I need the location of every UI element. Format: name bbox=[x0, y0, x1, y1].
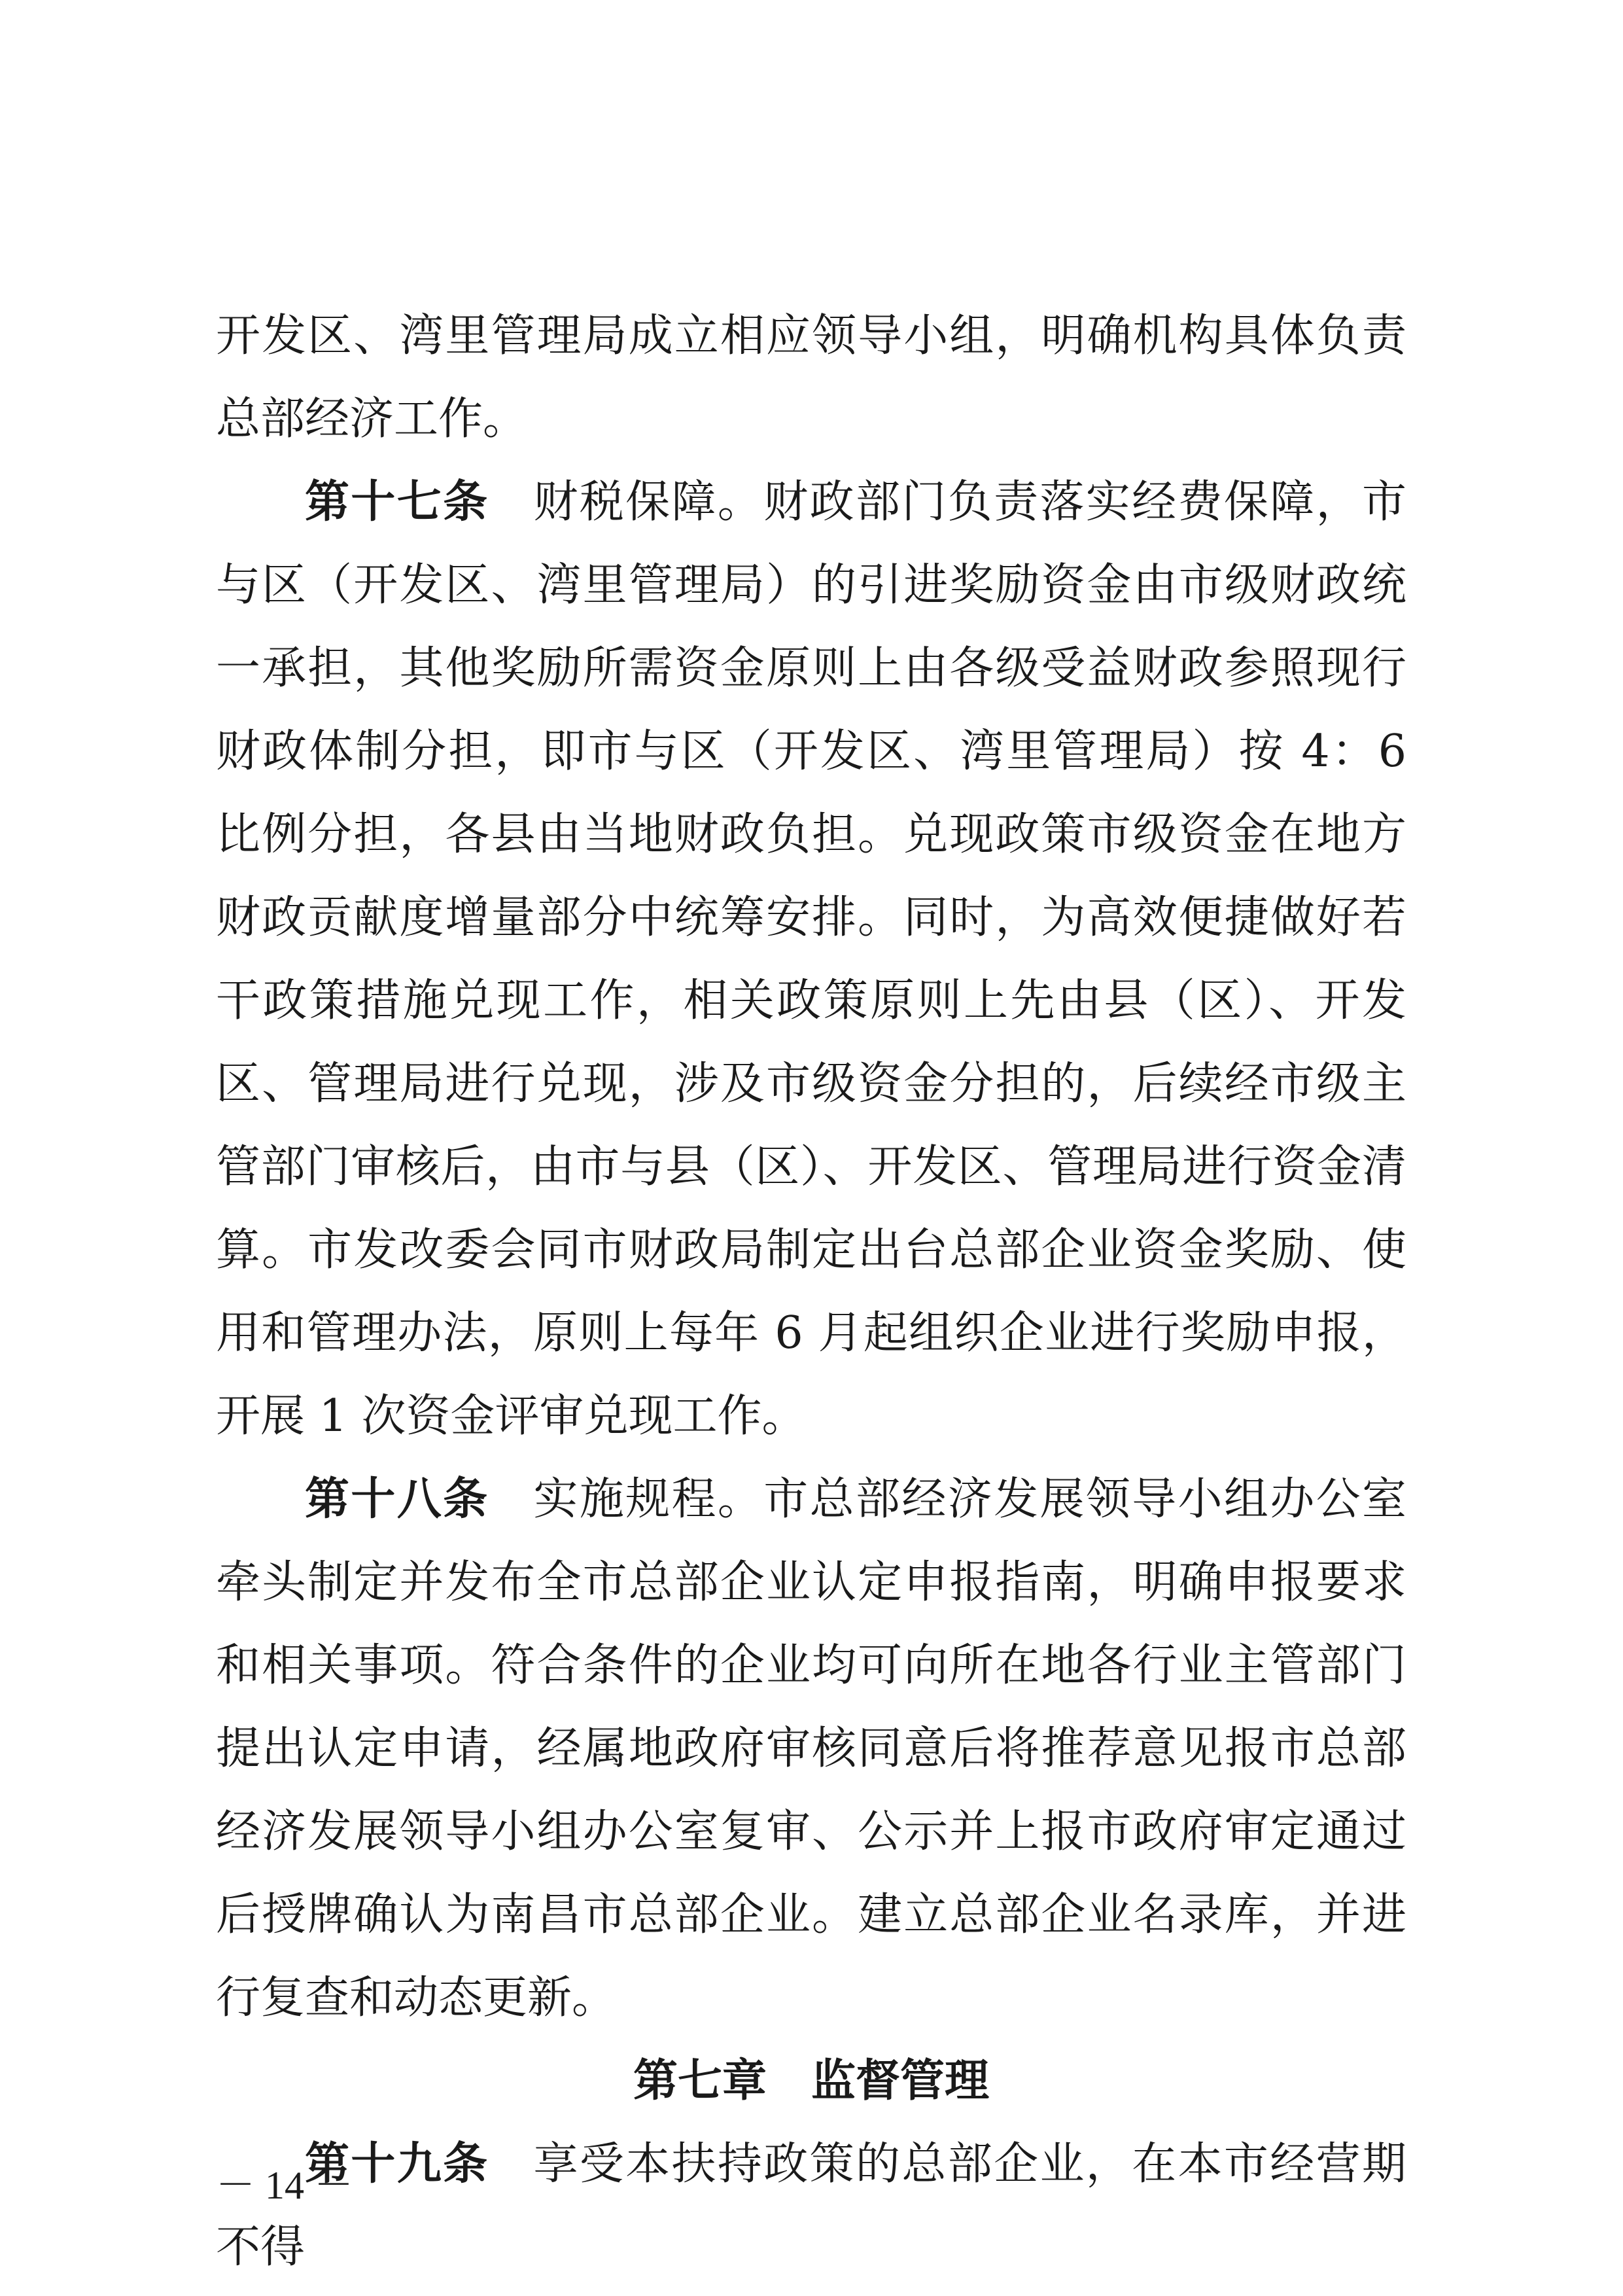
body-text bbox=[216, 294, 1406, 2289]
chapter-heading bbox=[216, 2040, 1406, 2123]
article-text: 实施规程。市总部经济发展领导小组办公室牵头制定并发布全市总部企业认定申报指南，明确申报要求和相关事项。符合条件的企业均可向所在地各行业主管部门提出认定申请，经属地政府审核同意后将推荐意见报市总部经济发展领导小组办公室复审、公示并上报市政府审定通过后授牌确认为南昌市总部企业。建立总部企业名录库，并进行复查和动态更新。 bbox=[216, 1474, 1406, 2024]
paragraph-text: 开发区、湾里管理局成立相应领导小组，明确机构具体负责总部经济工作。 bbox=[216, 310, 1406, 445]
article-number: 第十七条 bbox=[305, 476, 489, 528]
article-number: 第十九条 bbox=[305, 2138, 489, 2190]
article-number: 第十八条 bbox=[305, 1474, 489, 1525]
paragraph-continuation bbox=[216, 294, 1406, 461]
page-number: － 14 － bbox=[216, 2164, 353, 2207]
article-17 bbox=[216, 461, 1406, 1458]
chapter-number: 第七章 bbox=[633, 2055, 767, 2107]
article-19 bbox=[216, 2123, 1406, 2289]
chapter-title: 监督管理 bbox=[811, 2055, 990, 2107]
article-18 bbox=[216, 1458, 1406, 2040]
article-text: 享受本扶持政策的总部企业，在本市经营期不得 bbox=[216, 2138, 1406, 2273]
article-text: 财税保障。财政部门负责落实经费保障，市与区（开发区、湾里管理局）的引进奖励资金由市级财政统一承担，其他奖励所需资金原则上由各级受益财政参照现行财政体制分担，即市与区（开发区、湾里管理局）按 4：6 比例分担，各县由当地财政负担。兑现政策市级资金在地方财政贡献度增量部分中统筹安排。同时，为高效便捷做好若干政策措施兑现工作，相关政策原则上先由县（区）、开发区、管理局进行兑现，涉及市级资金分担的，后续经市级主管部门审核后，由市与县（区）、开发区、管理局进行资金清算。市发改委会同市财政局制定出台总部企业资金奖励、使用和管理办法，原则上每年 6 月起组织企业进行奖励申报，开展 1 次资金评审兑现工作。 bbox=[216, 476, 1406, 1442]
